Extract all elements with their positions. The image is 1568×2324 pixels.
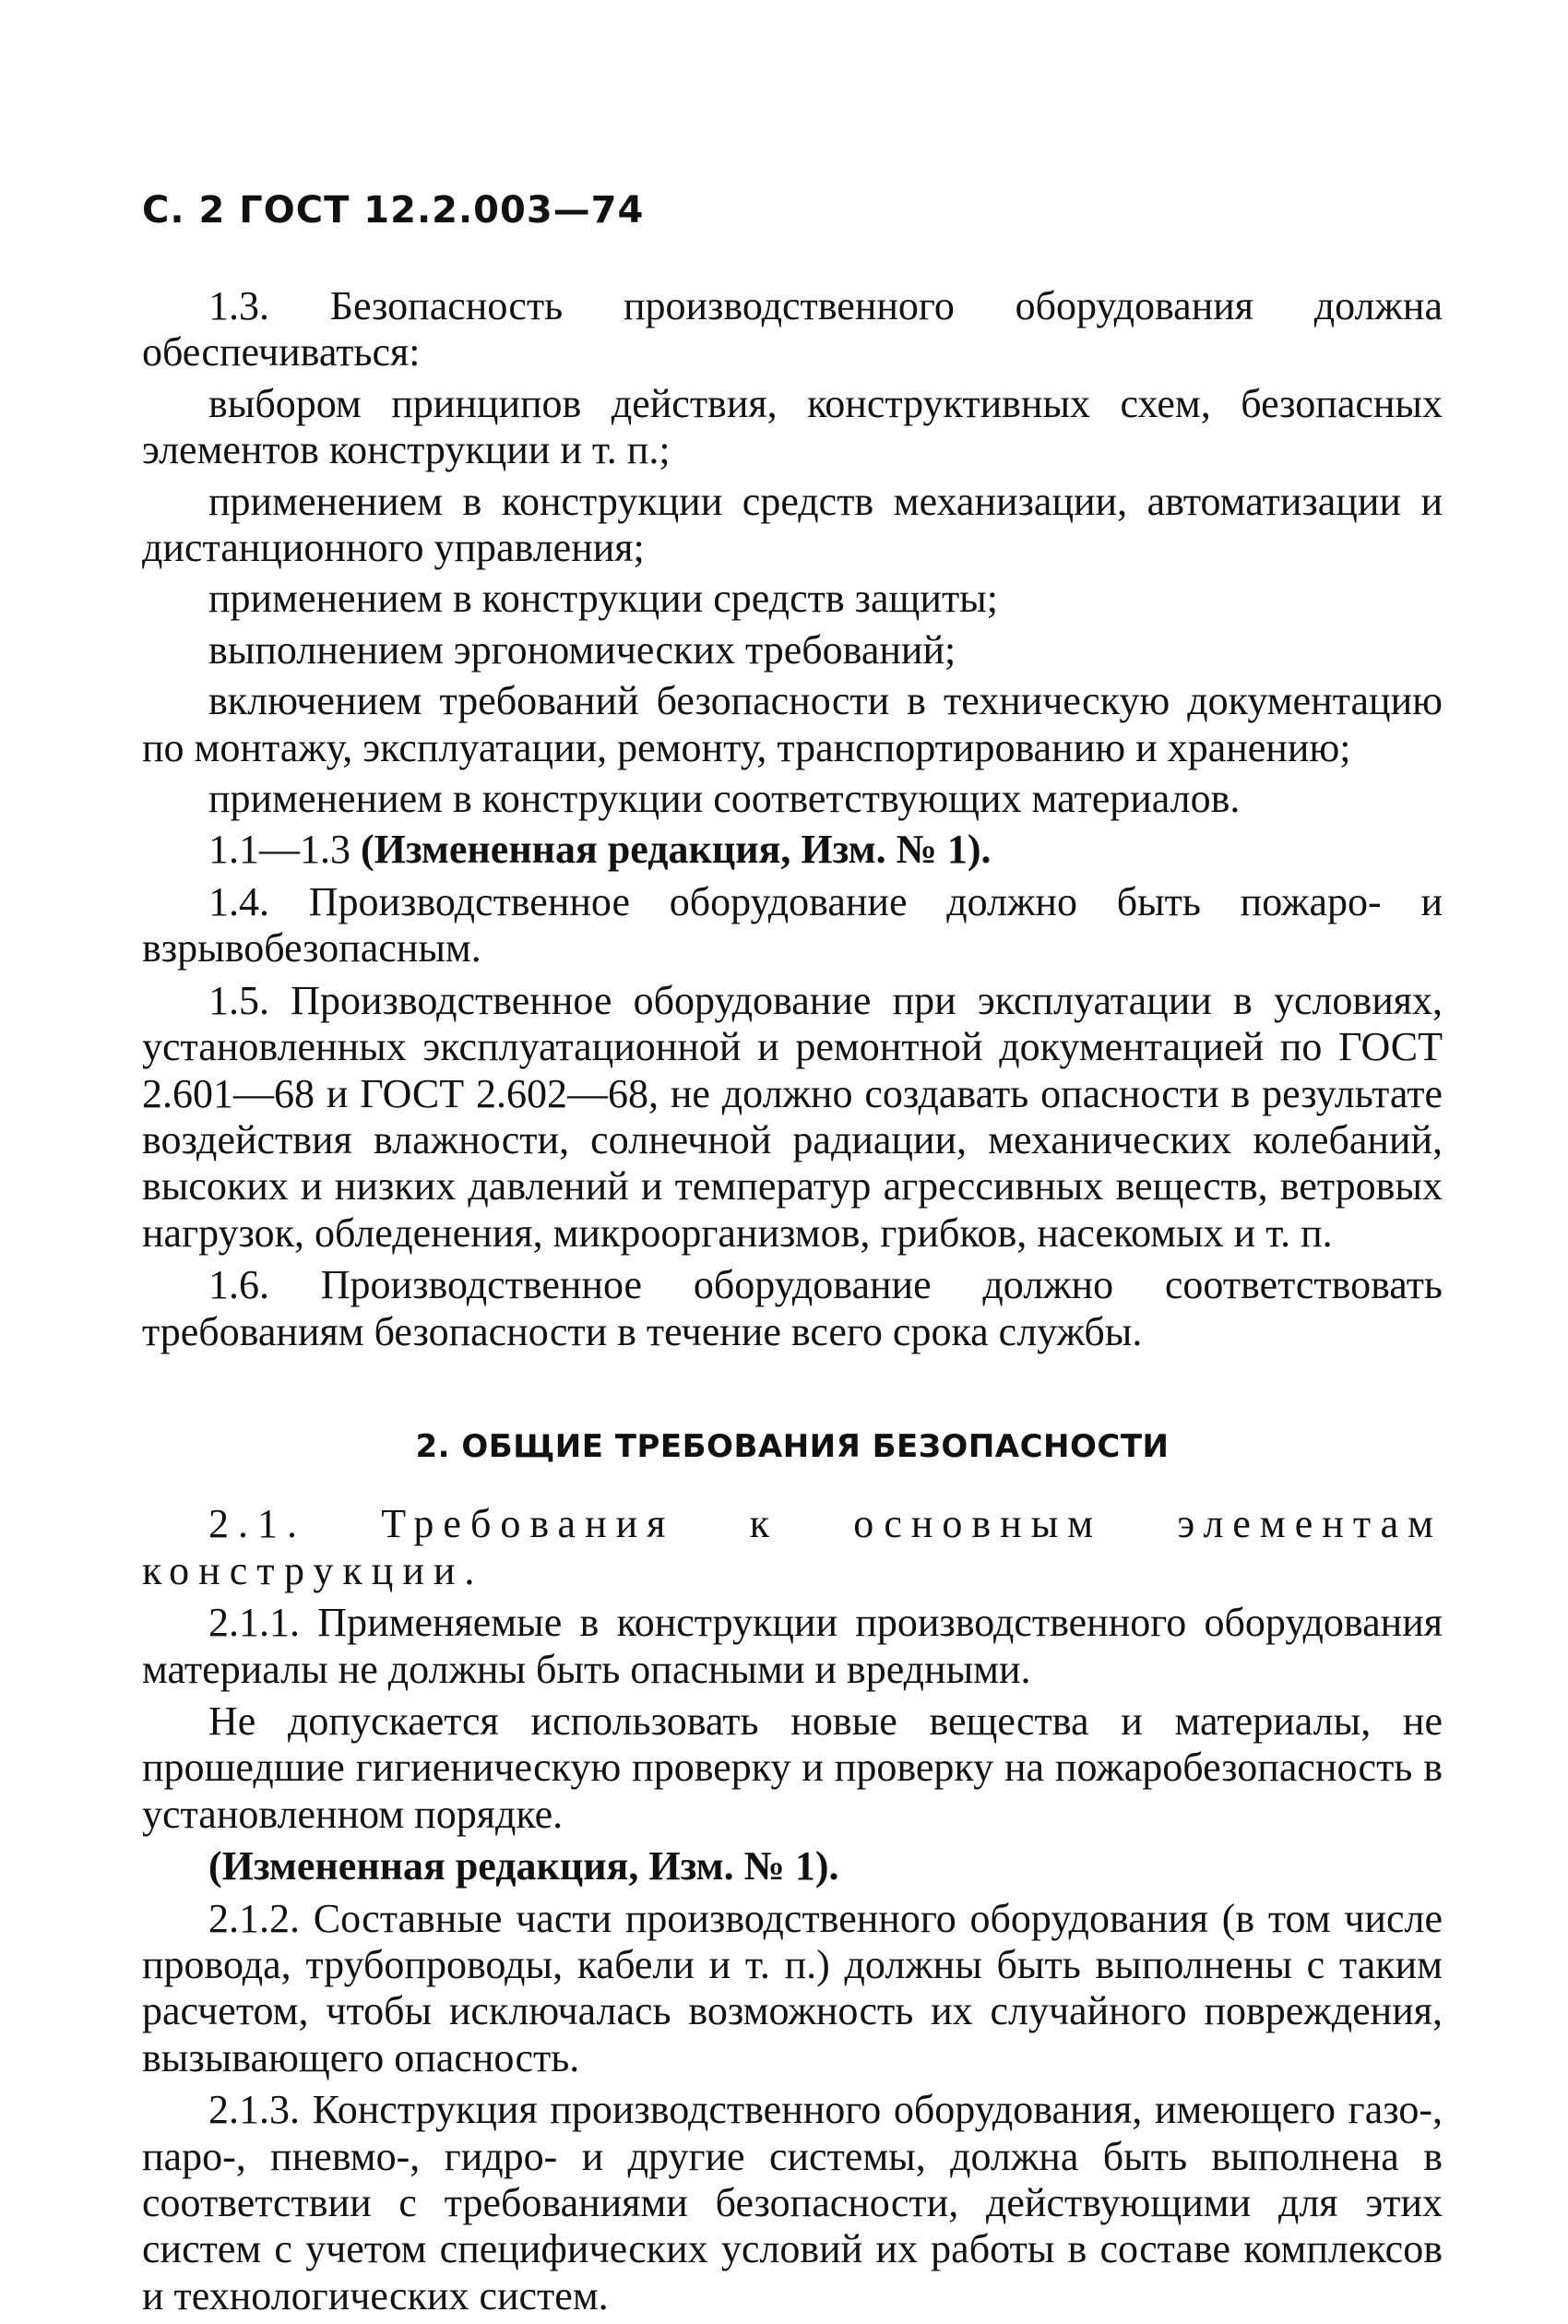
list-item: выполнением эргономических требований; [208,626,956,673]
list-item: применением в конструкции средств механизации, автоматизации и дистанционного управления; [142,478,1443,571]
section-title: 2. ОБЩИЕ ТРЕБОВАНИЯ БЕЗОПАСНОСТИ [415,1427,1170,1465]
paragraph-2-1-1: 2.1.1. Применяемые в конструкции производственного оборудования материалы не должны быть опасными и вредными. [142,1600,1443,1692]
running-head: С. 2 ГОСТ 12.2.003—74 [142,189,645,232]
paragraph-1-6: 1.6. Производственное оборудование должно соответствовать требованиям безопасности в течение всего срока службы. [142,1262,1443,1354]
paragraph-1-4: 1.4. Производственное оборудование должно быть пожаро- и взрывобезопасным. [142,878,1443,971]
list-item: включением требований безопасности в техническую документацию по монтажу, эксплуатации, ремонту, транспортированию и хранению; [142,678,1443,770]
paragraph-2-1-3: 2.1.3. Конструкция производственного оборудования, имеющего газо-, паро-, пневмо-, гидро- и другие системы, должна быть выполнена в соответствии с требованиями безопасности, действующими для этих систем с учетом специфических условий их работы в составе комплексов и технологических систем. [142,2087,1443,2318]
document-body [142,283,1443,2319]
list-item: применением в конструкции средств защиты; [208,576,998,622]
amendment-note-2-1-1: (Измененная редакция, Изм. № 1). [208,1843,839,1889]
paragraph-1-3-intro: 1.3. Безопасность производственного оборудования должна обеспечиваться: [142,283,1443,375]
paragraph-2-1-1-note: Не допускается использовать новые вещества и материалы, не прошедшие гигиеническую проверку и проверку на пожаробезопасность в установленном порядке. [142,1698,1443,1837]
amendment-note-1-1-1-3 [142,827,1443,873]
paragraph-2-1-2: 2.1.2. Составные части производственного оборудования (в том числе провода, трубопроводы, кабели и т. п.) должны быть выполнены с таким расчетом, чтобы исключалась возможность их случайного повреждения, вызывающего опасность. [142,1895,1443,2080]
list-item: применением в конструкции соответствующих материалов. [208,776,1241,822]
paragraph-2-1: 2.1. Требования к основным элементам конструкции. [142,1501,1443,1593]
amendment-text: (Измененная редакция, Изм. № 1). [361,827,992,873]
list-item: выбором принципов действия, конструктивных схем, безопасных элементов конструкции и т. п.; [142,380,1443,473]
document-page [142,189,1443,2324]
paragraph-1-5: 1.5. Производственное оборудование при эксплуатации в условиях, установленных эксплуатационной и ремонтной документацией по ГОСТ 2.601—68 и ГОСТ 2.602—68, не должно создавать опасности в результате воздействия влажности, солнечной радиации, механических колебаний, высоких и низких давлений и температур агрессивных веществ, ветровых нагрузок, обледенения, микроорганизмов, грибков, насекомых и т. п. [142,977,1443,1256]
amendment-range: 1.1—1.3 [208,827,350,873]
